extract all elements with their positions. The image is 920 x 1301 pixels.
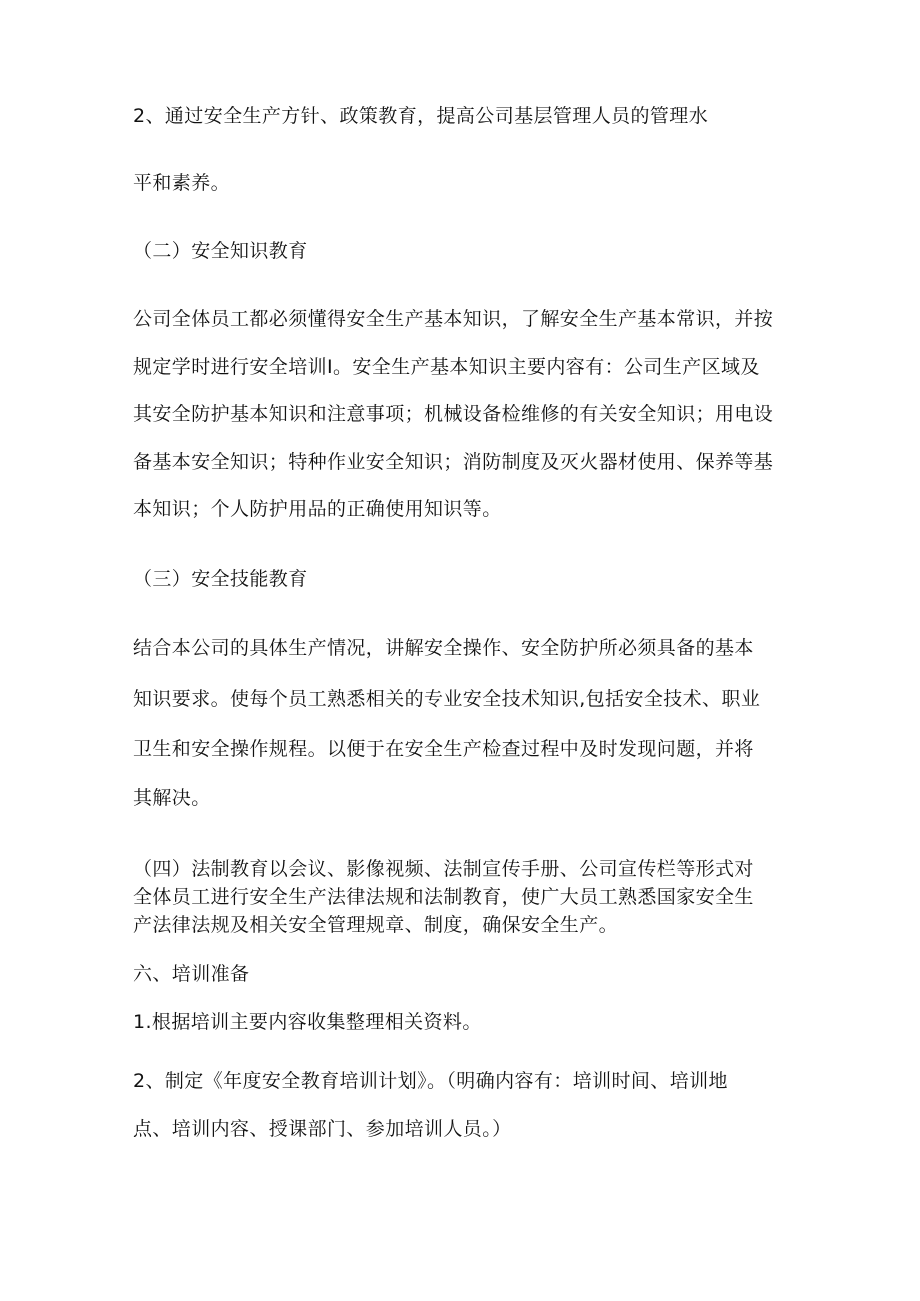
- prep-item-2-line-2: 点、培训内容、授课部门、参加培训人员。）: [133, 1118, 512, 1140]
- para-1-line-1: 2、通过安全生产方针、政策教育，提高公司基层管理人员的管理水: [133, 105, 709, 127]
- para-4-line-3: 产法律法规及相关安全管理规章、制度，确保安全生产。: [133, 914, 619, 936]
- section-heading-safety-knowledge: （二）安全知识教育: [133, 240, 308, 262]
- para-2-line-1: 公司全体员工都必须懂得安全生产基本知识，了解安全生产基本常识，并按: [133, 308, 774, 330]
- para-3-line-2: 知识要求。使每个员工熟悉相关的专业安全技术知识,包括安全技术、职业: [133, 688, 761, 710]
- para-4-line-1: （四）法制教育以会议、影像视频、法制宣传手册、公司宣传栏等形式对: [133, 858, 754, 880]
- para-3-line-4: 其解决。: [133, 787, 211, 809]
- para-2-line-5: 本知识；个人防护用品的正确使用知识等。: [133, 498, 502, 520]
- para-4-line-2: 全体员工进行安全生产法律法规和法制教育，使广大员工熟悉国家安全生: [133, 886, 754, 908]
- para-2-line-2: 规定学时进行安全培训I。安全生产基本知识主要内容有：公司生产区域及: [133, 356, 760, 378]
- section-heading-training-prep: 六、培训准备: [133, 963, 250, 985]
- para-2-line-3: 其安全防护基本知识和注意事项；机械设备检维修的有关安全知识；用电设: [133, 403, 774, 425]
- section-heading-safety-skills: （三）安全技能教育: [133, 568, 308, 590]
- para-1-line-2: 平和素养。: [133, 172, 231, 194]
- para-3-line-1: 结合本公司的具体生产情况，讲解安全操作、安全防护所必须具备的基本: [133, 637, 754, 659]
- prep-item-1: 1.根据培训主要内容收集整理相关资料。: [133, 1011, 482, 1033]
- para-3-line-3: 卫生和安全操作规程。以便于在安全生产检查过程中及时发现问题，并将: [133, 738, 754, 760]
- prep-item-2-line-1: 2、制定《年度安全教育培训计划》。（明确内容有：培训时间、培训地: [133, 1070, 728, 1092]
- para-2-line-4: 备基本安全知识；特种作业安全知识；消防制度及灭火器材使用、保养等基: [133, 451, 774, 473]
